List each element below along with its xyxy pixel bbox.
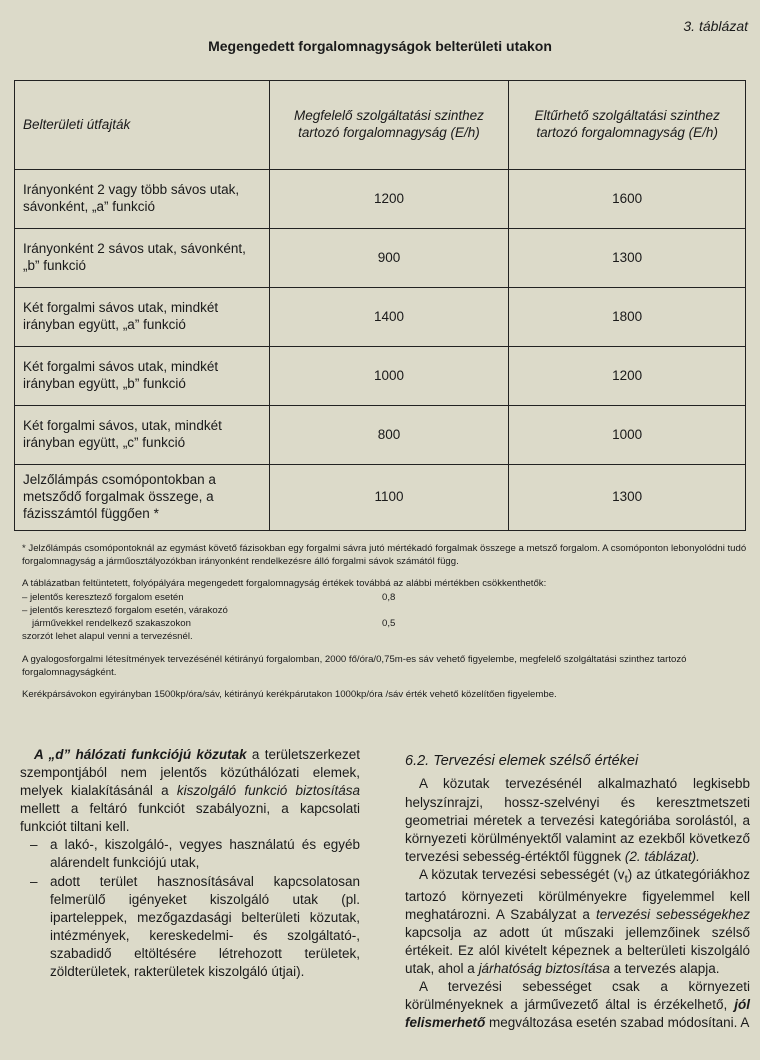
reduction-item: [22, 591, 747, 604]
traffic-volume-table: [14, 80, 746, 531]
adequate-value: 1400: [269, 288, 509, 347]
reduction-label: járművekkel rendelkező szakaszokon: [32, 618, 191, 630]
adequate-value: 1200: [269, 170, 509, 229]
table-number: 3. táblázat: [683, 18, 748, 34]
table-row: [15, 347, 746, 406]
right-column: [405, 752, 750, 1032]
tolerable-value: 1000: [509, 406, 746, 465]
table-row: [15, 229, 746, 288]
table-header-row: [15, 81, 746, 170]
adequate-value: 800: [269, 406, 509, 465]
paragraph: A közutak tervezési sebességét $(v_t)$ az útkategóriákhoz tartozó környezeti körülményekre figyelemmel kell meghatározni. A Szabályzat a tervezési sebességekhez kapcsolja az adott út műszaki jellemzőinek szélső értékeit. Ez alól kivételt képeznek a belterületi kiszolgáló utak, ahol a járhatóság biztosítása a tervezés alapja.: [405, 866, 750, 976]
road-type-list: [20, 836, 360, 981]
section-heading: 6.2. Tervezési elemek szélső értékei: [405, 753, 639, 769]
table-row: [15, 170, 746, 229]
reduction-outro: szorzót lehet alapul venni a tervezésnél.: [22, 631, 193, 643]
pedestrian-note: A gyalogosforgalmi létesítmények tervezésénél kétirányú forgalomban, 2000 fő/óra/0,75m-es sáv vehető figyelembe, megfelelő szolgáltatási szinthez tartozó forgalomnagyságként.: [22, 653, 687, 678]
footnote: * Jelzőlámpás csomópontoknál az egymást követő fázisokban egy forgalmi sávra jutó mértékadó forgalmak összege a metsző forgalom. A csomóponton lebonyolódni tudó forgalomnagyság a járműosztályozókban irányonként rendelkezésre álló forgalmi sávok számától függ.: [22, 543, 747, 568]
left-column: [20, 746, 360, 981]
paragraph: A közutak tervezésénél alkalmazható legkisebb helyszínrajzi, hossz-szelvényi és keresztmetszeti geometriai méretek a tervezési kategóriába sorolástól, a környezeti körülményektől valamint az ezekből következő tervezési sebesség-értéktől függnek (2. táblázat).: [405, 776, 750, 864]
page-title: Megengedett forgalomnagyságok belterületi utakon: [208, 38, 552, 54]
reduction-label: – jelentős keresztező forgalom esetén: [22, 591, 184, 603]
row-label: Két forgalmi sávos, utak, mindkét irányban együtt, „c” funkció: [15, 406, 270, 465]
tolerable-value: 1200: [509, 347, 746, 406]
row-label: Két forgalmi sávos utak, mindkét irányban együtt, „a” funkció: [15, 288, 270, 347]
row-label: Két forgalmi sávos utak, mindkét irányban együtt, „b” funkció: [15, 347, 270, 406]
table-row: [15, 288, 746, 347]
reduction-intro: A táblázatban feltüntetett, folyópályára megengedett forgalomnagyság értékek továbbá az alábbi mértékben csökkenthetők:: [22, 578, 547, 590]
d-function-paragraph: A „d” hálózati funkciójú közutak a területszerkezet szempontjából nem jelentős közúthálózati elemek, melyek kialakításánál a kiszolgáló funkció biztosítása mellett a feltáró funkciót szabályozni, a kapcsolati funkciót tiltani kell.: [20, 747, 360, 835]
reduction-section: [22, 577, 747, 643]
adequate-value: 1000: [269, 347, 509, 406]
row-label: Irányonként 2 vagy több sávos utak, sávonként, „a” funkció: [15, 170, 270, 229]
tolerable-value: 1600: [509, 170, 746, 229]
list-item: – adott terület hasznosításával kapcsolatosan felmerülő igényeket kiszolgáló utak (pl. iparteleppek, mezőgazdasági belterületi közutak, intézmények, kereskedelmi- és szolgáltató-, szabadidő eltöltésére létrehozott területek, zöldterületek, rakterületek kiszolgáló útjai).: [50, 873, 360, 981]
header-tolerable-level: Eltűrhető szolgáltatási szinthez tartozó forgalomnagyság (E/h): [509, 81, 746, 170]
adequate-value: 900: [269, 229, 509, 288]
header-road-type: Belterületi útfajták: [15, 81, 270, 170]
table-row: [15, 465, 746, 531]
bicycle-note: Kerékpársávokon egyirányban 1500kp/óra/sáv, kétirányú kerékpárutakon 1000kp/óra /sáv érték vehető közelítően figyelembe.: [22, 689, 557, 701]
adequate-value: 1100: [269, 465, 509, 531]
tolerable-value: 1300: [509, 465, 746, 531]
table-notes: [22, 542, 747, 710]
paragraph: A tervezési sebességet csak a környezeti körülményeknek a járművezető által is érzékelhető, jól felismerhető megváltozása esetén szabad módosítani. A: [405, 978, 750, 1031]
reduction-factor: 0,8: [382, 591, 396, 603]
list-item: – a lakó-, kiszolgáló-, vegyes használatú és egyéb alárendelt funkciójú utak,: [50, 836, 360, 872]
row-label: Jelzőlámpás csomópontokban a metsződő forgalmak összege, a fázisszámtól függően *: [15, 465, 270, 531]
reduction-factor: 0,5: [382, 618, 396, 630]
tolerable-value: 1300: [509, 229, 746, 288]
header-adequate-level: Megfelelő szolgáltatási szinthez tartozó forgalomnagyság (E/h): [269, 81, 509, 170]
row-label: Irányonként 2 sávos utak, sávonként, „b” funkció: [15, 229, 270, 288]
tolerable-value: 1800: [509, 288, 746, 347]
reduction-item: [22, 617, 747, 630]
table-row: [15, 406, 746, 465]
reduction-label: – jelentős keresztező forgalom esetén, várakozó: [22, 604, 228, 616]
